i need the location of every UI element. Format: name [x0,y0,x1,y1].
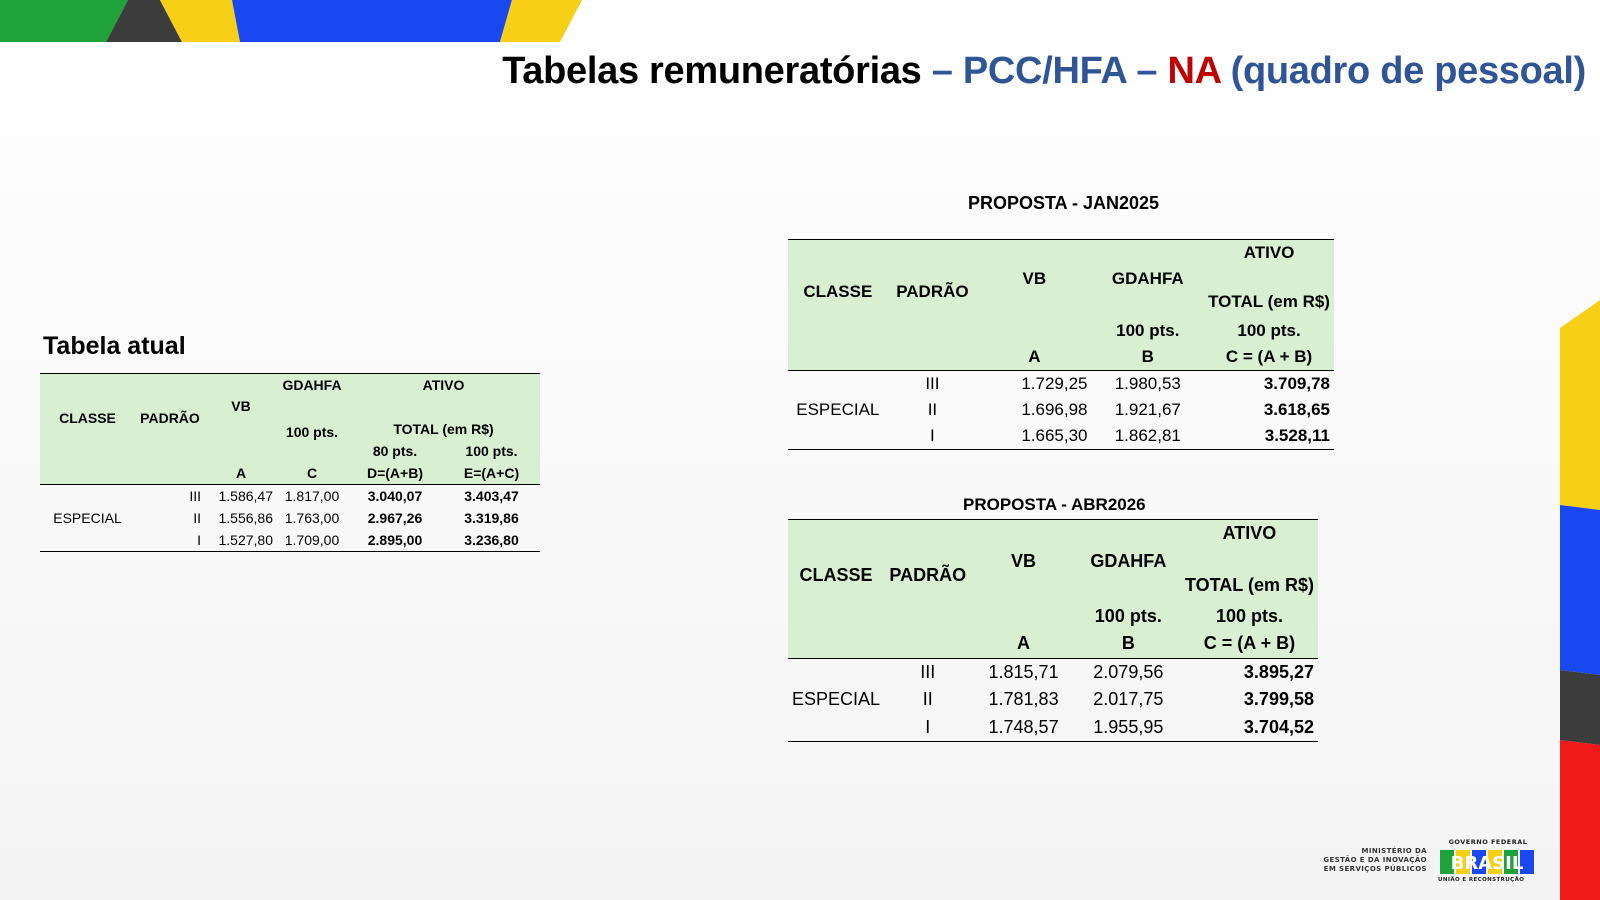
page-title [502,50,1586,93]
table-cell: 3.528,11 [1264,426,1330,445]
atual-h-classe: CLASSE [40,396,135,440]
brasil-wordmark: BRASIL [1450,853,1524,874]
brasil-logo [1438,848,1538,876]
tabela-proposta-jan2025 [788,239,1334,450]
table-cell: 3.709,78 [1263,374,1330,393]
jan-h-a: A [977,344,1091,371]
ministry-line: EM SERVIÇOS PÚBLICOS [1323,865,1427,873]
table-cell: 3.704,52 [1243,716,1314,737]
table-cell: 3.895,27 [1243,661,1314,682]
table-cell: 1.527,80 [218,532,273,548]
table-cell: 3.403,47 [464,488,519,504]
atual-h-vb: VB [205,396,277,440]
table-cell: 1.748,57 [988,716,1059,737]
jan-h-total: TOTAL (em R$) [1204,292,1334,318]
table-cell: 3.040,07 [367,488,423,504]
atual-h-padrao: PADRÃO [135,396,205,440]
ministry-line: MINISTÉRIO DA [1361,847,1427,855]
atual-h-total: TOTAL (em R$) [347,418,540,440]
ministry-logo-text [1323,847,1427,874]
table-cell: III [189,488,201,504]
gov-federal-label: GOVERNO FEDERAL [1448,838,1528,846]
table-cell: 2.079,56 [1093,661,1164,682]
jan-classe: ESPECIAL [796,400,880,419]
table-cell: I [925,716,931,737]
abr-h-100pts-b: 100 pts. [1181,603,1318,631]
jan-h-b: B [1092,344,1205,371]
abr-h-gdahfa: GDAHFA [1076,548,1181,576]
table-cell: 3.618,65 [1263,400,1330,419]
table-cell: 1.817,00 [284,488,340,504]
atual-h-gdahfa: GDAHFA [277,374,347,397]
jan-h-classe: CLASSE [788,266,888,318]
table-cell: 1.665,30 [1021,426,1088,445]
abr-h-a: A [971,630,1075,658]
title-main: Tabelas remuneratórias [502,50,922,92]
table-cell: 3.319,86 [464,510,519,526]
table-cell: 1.955,95 [1093,716,1164,737]
table-cell: 3.799,58 [1243,689,1314,710]
atual-h-100pts: 100 pts. [277,396,347,440]
table-cell: I [930,426,935,445]
atual-h-a: A [205,462,277,485]
abr-h-total: TOTAL (em R$) [1181,575,1318,603]
title-part1: – PCC/HFA – [921,50,1168,92]
jan-h-padrao: PADRÃO [888,266,978,318]
abr-h-100pts: 100 pts. [1076,603,1181,631]
table-cell: 1.815,71 [988,661,1059,682]
jan-h-c: C = (A + B) [1204,344,1334,371]
table-cell: 1.586,47 [218,488,273,504]
abr-h-padrao: PADRÃO [884,548,971,603]
table-cell: I [197,532,201,548]
jan-h-100pts: 100 pts. [1092,318,1205,344]
ministry-line: GESTÃO E DA INOVAÇÃO [1323,856,1427,864]
table-cell: II [927,400,938,419]
abr-h-b: B [1076,630,1181,658]
table-cell: 1.729,25 [1021,374,1088,393]
tabela-atual-title: Tabela atual [43,332,186,360]
atual-classe: ESPECIAL [53,510,122,526]
atual-h-d: D=(A+B) [347,462,443,485]
table-cell: 2.895,00 [367,532,423,548]
table-cell: 2.017,75 [1093,689,1164,710]
table-cell: II [922,689,933,710]
tabela-proposta-abr2026 [788,519,1318,742]
table-cell: 1.709,00 [284,532,340,548]
jan-h-ativo: ATIVO [1204,240,1334,267]
title-part3: (quadro de pessoal) [1220,50,1586,92]
abr-h-classe: CLASSE [788,548,884,603]
atual-h-ativo: ATIVO [347,374,540,397]
abr-classe: ESPECIAL [792,689,881,710]
jan-h-100pts-b: 100 pts. [1204,318,1334,344]
table-cell: 1.862,81 [1114,426,1181,445]
top-color-stripe [0,0,600,42]
table-cell: 1.763,00 [284,510,340,526]
table-cell: 2.967,26 [367,510,423,526]
jan-h-gdahfa: GDAHFA [1092,266,1205,292]
tabela-atual [40,373,540,552]
table-cell: II [193,510,201,526]
abr-h-ativo: ATIVO [1181,520,1318,548]
right-color-stripe [1560,300,1600,900]
atual-h-100pts-b: 100 pts. [443,440,540,462]
table-cell: 1.556,86 [218,510,273,526]
proposta-abr-title: PROPOSTA - ABR2026 [963,495,1146,514]
table-cell: 1.781,83 [988,689,1059,710]
table-cell: 3.236,80 [464,532,519,548]
atual-h-e: E=(A+C) [443,462,540,485]
table-cell: 1.921,67 [1114,400,1181,419]
title-na: NA [1167,50,1221,92]
atual-h-80pts: 80 pts. [347,440,443,462]
atual-h-c: C [277,462,347,485]
table-cell: III [920,661,936,682]
table-cell: 1.980,53 [1114,374,1181,393]
jan-h-vb: VB [977,266,1091,292]
brasil-sub-label: UNIÃO E RECONSTRUÇÃO [1438,877,1525,883]
abr-h-vb: VB [971,548,1075,576]
abr-h-c: C = (A + B) [1181,630,1318,658]
proposta-jan-title: PROPOSTA - JAN2025 [968,193,1160,213]
table-cell: 1.696,98 [1021,400,1088,419]
table-cell: III [925,374,940,393]
